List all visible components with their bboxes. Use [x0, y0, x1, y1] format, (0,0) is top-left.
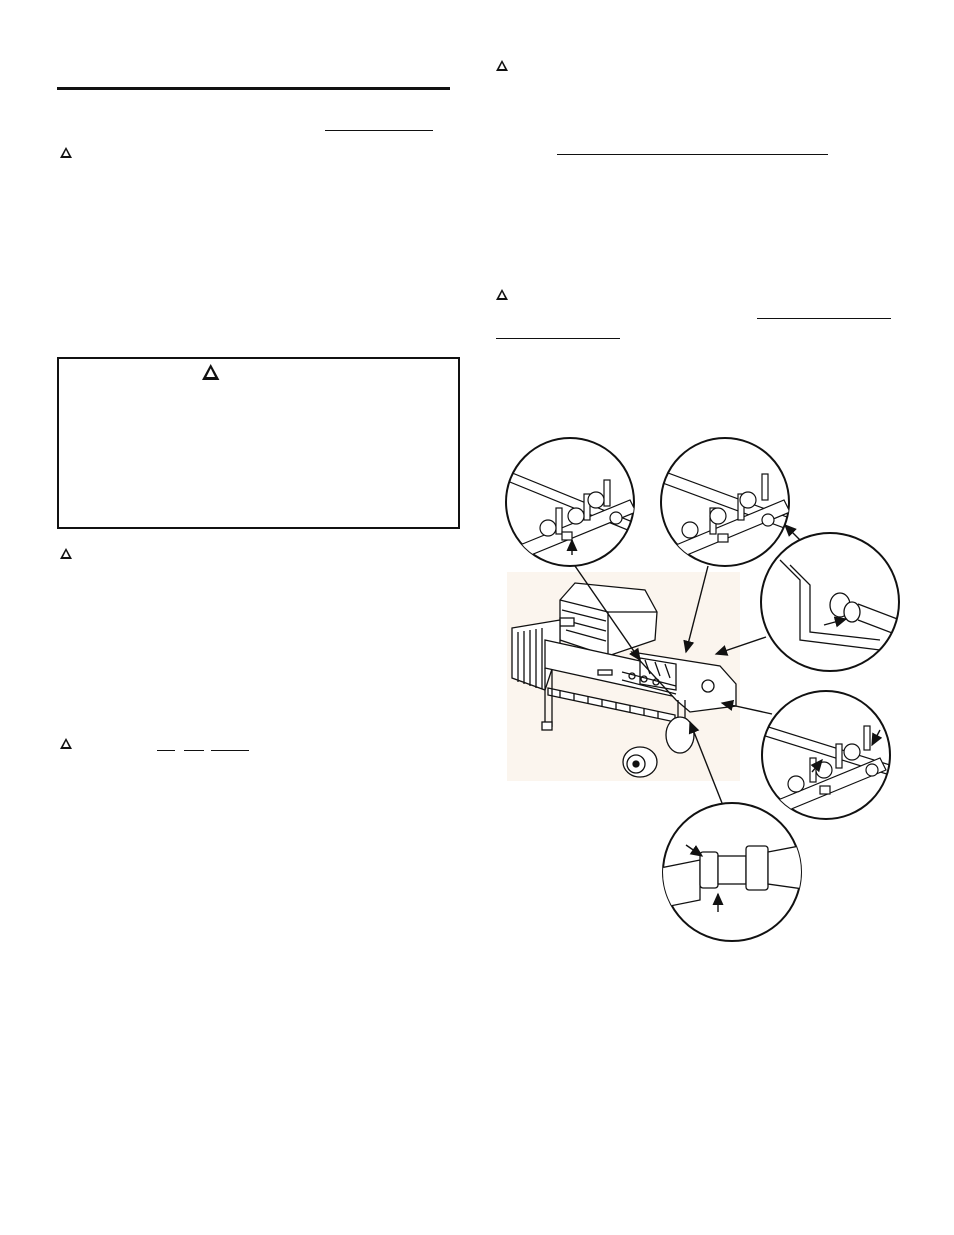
detail-circle-manifold-right: [660, 438, 800, 566]
detail-circle-side-manifold: [762, 691, 890, 819]
detail-circle-side-burner-valve: [761, 533, 900, 671]
detail-circle-regulator-hose: [660, 803, 810, 941]
grill: [512, 583, 736, 777]
detail-circle-manifold-left: [505, 438, 640, 566]
